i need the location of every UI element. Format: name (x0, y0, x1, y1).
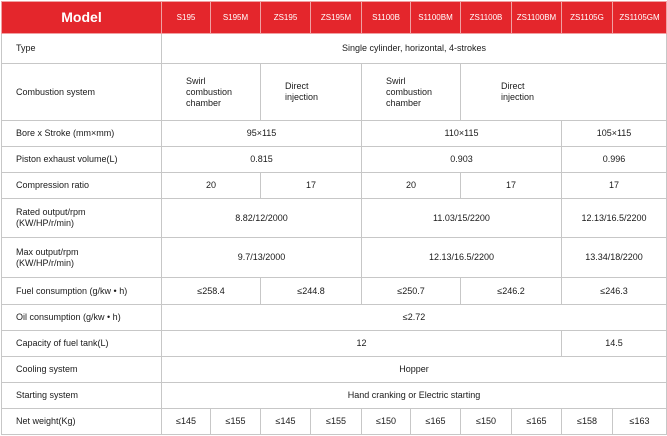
table-row (2, 199, 667, 238)
row-label-oil: Oil consumption (g/kw • h) (2, 305, 162, 331)
row-label-fuel: Fuel consumption (g/kw • h) (2, 278, 162, 305)
combustion-swirl: Swirl combustion chamber (162, 64, 261, 121)
max-value: 13.34/18/2200 (562, 238, 667, 278)
row-label-type: Type (2, 34, 162, 64)
rated-value: 8.82/12/2000 (162, 199, 362, 238)
oil-value: ≤2.72 (162, 305, 667, 331)
table-row (2, 121, 667, 147)
table-row (2, 383, 667, 409)
weight-value: ≤145 (261, 409, 311, 435)
max-value: 9.7/13/2000 (162, 238, 362, 278)
fuel-value: ≤246.3 (562, 278, 667, 305)
bore-value: 110×115 (362, 121, 562, 147)
table-row (2, 173, 667, 199)
starting-value: Hand cranking or Electric starting (162, 383, 667, 409)
compression-value: 17 (461, 173, 562, 199)
weight-value: ≤155 (311, 409, 362, 435)
row-label-cooling: Cooling system (2, 357, 162, 383)
model-cell: S195 (162, 2, 211, 34)
model-cell: ZS1100B (461, 2, 512, 34)
row-label-max: Max output/rpm (KW/HP/r/min) (2, 238, 162, 278)
rated-value: 12.13/16.5/2200 (562, 199, 667, 238)
spec-table (1, 1, 667, 435)
tank-value: 12 (162, 331, 562, 357)
cooling-value: Hopper (162, 357, 667, 383)
weight-value: ≤163 (613, 409, 667, 435)
fuel-value: ≤246.2 (461, 278, 562, 305)
table-row (2, 34, 667, 64)
combustion-direct: Direct injection (261, 64, 362, 121)
fuel-value: ≤250.7 (362, 278, 461, 305)
row-label-combustion: Combustion system (2, 64, 162, 121)
compression-value: 17 (562, 173, 667, 199)
bore-value: 105×115 (562, 121, 667, 147)
table-row (2, 357, 667, 383)
table-row (2, 147, 667, 173)
table-row (2, 238, 667, 278)
tank-value: 14.5 (562, 331, 667, 357)
table-row (2, 331, 667, 357)
rated-value: 11.03/15/2200 (362, 199, 562, 238)
fuel-value: ≤244.8 (261, 278, 362, 305)
piston-value: 0.815 (162, 147, 362, 173)
table-row (2, 278, 667, 305)
weight-value: ≤145 (162, 409, 211, 435)
row-label-rated: Rated output/rpm (KW/HP/r/min) (2, 199, 162, 238)
piston-value: 0.903 (362, 147, 562, 173)
type-value: Single cylinder, horizontal, 4-strokes (162, 34, 667, 64)
row-label-bore: Bore x Stroke (mm×mm) (2, 121, 162, 147)
model-cell: ZS195 (261, 2, 311, 34)
model-cell: S1100BM (411, 2, 461, 34)
model-header: Model (2, 2, 162, 34)
model-cell: ZS1105GM (613, 2, 667, 34)
table-row (2, 64, 667, 121)
weight-value: ≤158 (562, 409, 613, 435)
weight-value: ≤165 (411, 409, 461, 435)
row-label-piston: Piston exhaust volume(L) (2, 147, 162, 173)
compression-value: 17 (261, 173, 362, 199)
bore-value: 95×115 (162, 121, 362, 147)
max-value: 12.13/16.5/2200 (362, 238, 562, 278)
table-row (2, 305, 667, 331)
weight-value: ≤150 (362, 409, 411, 435)
weight-value: ≤155 (211, 409, 261, 435)
row-label-compression: Compression ratio (2, 173, 162, 199)
row-label-weight: Net weight(Kg) (2, 409, 162, 435)
weight-value: ≤165 (512, 409, 562, 435)
row-label-tank: Capacity of fuel tank(L) (2, 331, 162, 357)
row-label-starting: Starting system (2, 383, 162, 409)
compression-value: 20 (162, 173, 261, 199)
model-cell: ZS195M (311, 2, 362, 34)
compression-value: 20 (362, 173, 461, 199)
combustion-direct: Direct injection (461, 64, 667, 121)
model-cell: ZS1105G (562, 2, 613, 34)
combustion-swirl: Swirl combustion chamber (362, 64, 461, 121)
header-row (2, 2, 667, 34)
piston-value: 0.996 (562, 147, 667, 173)
model-cell: S1100B (362, 2, 411, 34)
fuel-value: ≤258.4 (162, 278, 261, 305)
weight-value: ≤150 (461, 409, 512, 435)
model-cell: ZS1100BM (512, 2, 562, 34)
model-cell: S195M (211, 2, 261, 34)
table-row (2, 409, 667, 435)
